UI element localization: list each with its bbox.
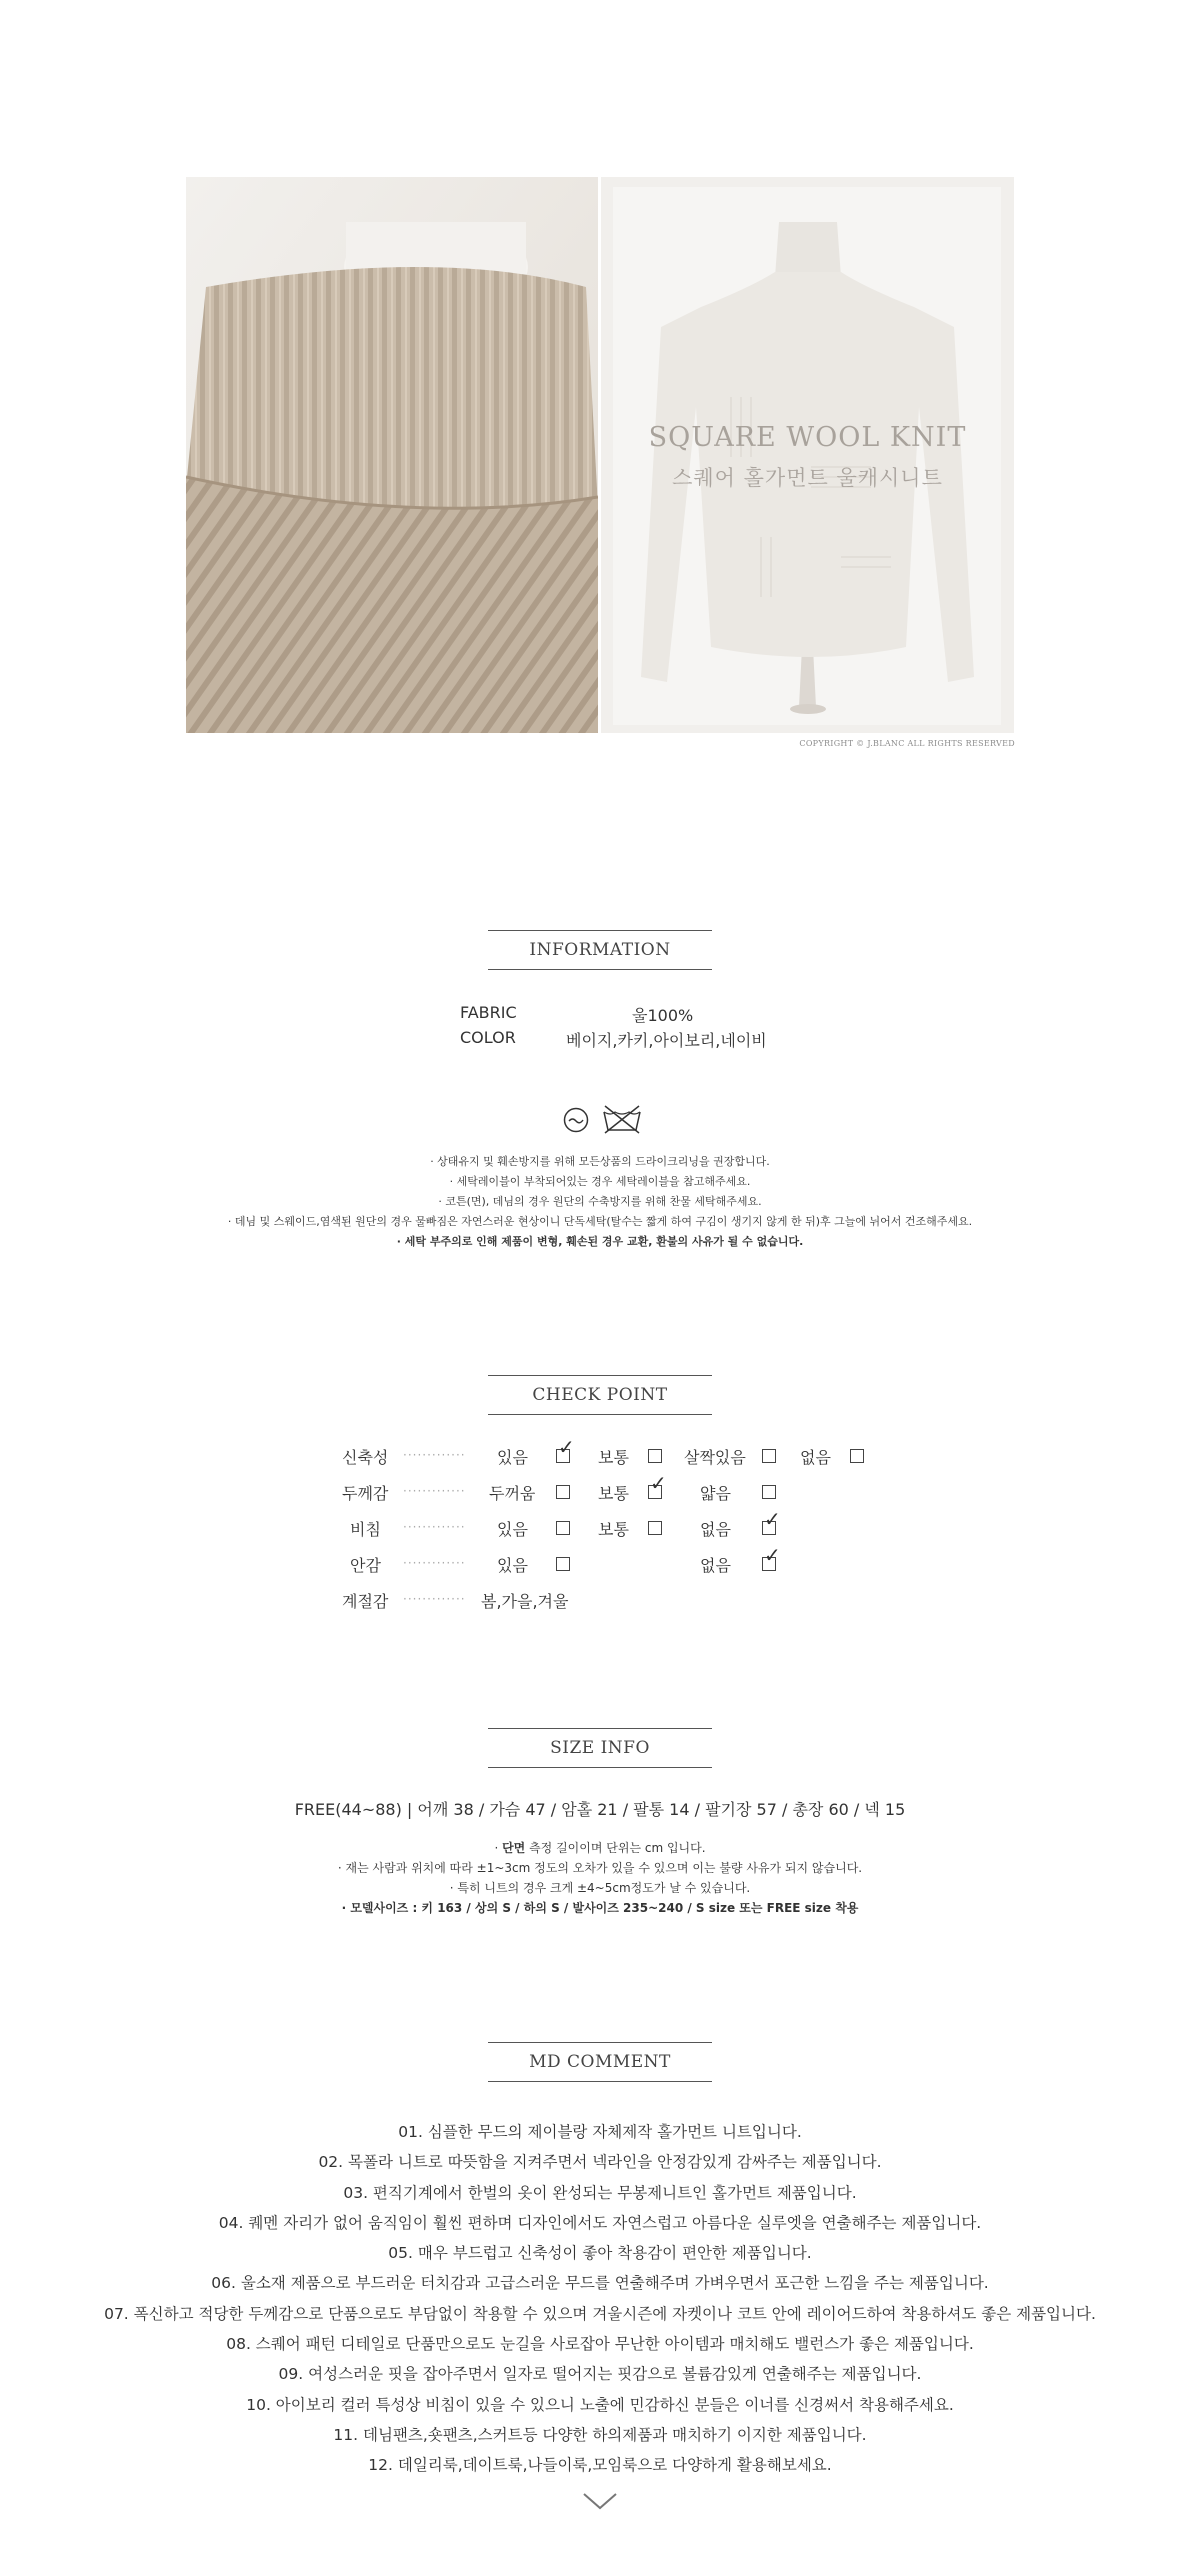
color-value: 베이지,카키,아이보리,네이비 [566,1031,767,1050]
hero-title: SQUARE WOOL KNIT [648,422,967,453]
md-comment-line: 09. 여성스러운 핏을 잡아주면서 일자로 떨어지는 핏감으로 볼륨감있게 연출해주는 제품입니다. [278,2365,922,2384]
care-note: · 코튼(면), 데님의 경우 원단의 수축방지를 위해 찬물 세탁해주세요. [438,1195,762,1208]
option-label: 보통 [598,1520,629,1539]
option-label: 있음 [497,1556,528,1575]
size-info-heading: SIZE INFO [488,1728,712,1768]
option-label: 얇음 [700,1484,731,1503]
fabric-value: 울100% [632,1006,694,1025]
option-label: 있음 [497,1520,528,1539]
checkbox[interactable] [762,1485,776,1499]
care-note: · 세탁레이블이 부착되어있는 경우 세탁레이블을 참고해주세요. [449,1175,751,1188]
option-label: 보통 [598,1484,629,1503]
size-notes [0,1838,1200,1918]
row-label: 비침 [350,1520,381,1539]
md-comment-line: 12. 데일리룩,데이트룩,나들이룩,모임룩으로 다양하게 활용해보세요. [368,2456,832,2475]
hero-detail-photo [186,177,598,733]
no-wash-icon [601,1104,643,1138]
md-comment-line: 11. 데님팬츠,숏팬츠,스커트등 다양한 하의제품과 매치하기 이지한 제품입니다. [333,2425,867,2444]
option-label: 보통 [598,1448,629,1467]
md-comment-line: 05. 매우 부드럽고 신축성이 좋아 착용감이 편안한 제품입니다. [388,2244,812,2263]
dot-leader: ············· [403,1592,466,1606]
check-mark-icon: ✓ [650,1471,667,1495]
md-comment-line: 08. 스퀘어 패턴 디테일로 단품만으로도 눈길을 사로잡아 무난한 아이템과 매치해도 밸런스가 좋은 제품입니다. [226,2335,974,2354]
checkbox[interactable] [850,1449,864,1463]
option-label: 두꺼움 [489,1484,536,1503]
md-comment-list [0,2117,1200,2481]
size-note-text: 측정 길이이며 단위는 cm 입니다. [525,1841,706,1855]
row-label: 안감 [350,1556,381,1575]
hero-subtitle: 스퀘어 홀가먼트 울캐시니트 [672,466,943,490]
care-note: · 상태유지 및 훼손방지를 위해 모든상품의 드라이크리닝을 권장합니다. [430,1155,770,1168]
hero-product-photo [601,177,1014,733]
row-label: 계절감 [342,1592,389,1611]
md-comment-line: 10. 아이보리 컬러 특성상 비침이 있을 수 있으니 노출에 민감하신 분들은 이너를 신경써서 착용해주세요. [246,2395,954,2414]
dot-leader: ············· [403,1556,466,1570]
option-label: 없음 [700,1556,731,1575]
size-note-bold: 단면 [502,1841,526,1855]
checkbox[interactable] [762,1449,776,1463]
option-label: 살짝있음 [684,1448,746,1467]
checkbox[interactable] [648,1521,662,1535]
care-notes [0,1152,1200,1252]
season-value: 봄,가을,겨울 [481,1592,569,1611]
md-comment-line: 06. 울소재 제품으로 부드러운 터치감과 고급스러운 무드를 연출해주며 가벼우면서 포근한 느낌을 주는 제품입니다. [211,2274,989,2293]
check-mark-icon: ✓ [764,1507,781,1531]
check-mark-icon: ✓ [764,1543,781,1567]
md-comment-heading: MD COMMENT [488,2042,712,2082]
size-note: · 재는 사람과 위치에 따라 ±1~3cm 정도의 오차가 있을 수 있으며 이는 불량 사유가 되지 않습니다. [337,1861,863,1875]
row-label: 신축성 [342,1448,389,1467]
checkbox[interactable] [556,1521,570,1535]
option-label: 없음 [700,1520,731,1539]
md-comment-line: 01. 심플한 무드의 제이블랑 자체제작 홀가먼트 니트입니다. [398,2123,802,2141]
size-note: · 특히 니트의 경우 크게 ±4~5cm정도가 날 수 있습니다. [449,1881,751,1895]
color-label: COLOR [460,1028,516,1047]
check-mark-icon: ✓ [558,1435,575,1459]
copyright-text: COPYRIGHT © J.BLANC ALL RIGHTS RESERVED [799,739,1015,748]
dot-leader: ············· [403,1484,466,1498]
information-heading: INFORMATION [488,930,712,970]
checkbox[interactable] [556,1557,570,1571]
md-comment-line: 03. 편직기계에서 한벌의 옷이 완성되는 무봉제니트인 홀가먼트 제품입니다. [343,2183,857,2202]
dot-leader: ············· [403,1448,466,1462]
care-warning: · 세탁 부주의로 인해 제품이 변형, 훼손된 경우 교환, 환불의 사유가 될 수 없습니다. [396,1235,804,1248]
md-comment-line: 02. 목폴라 니트로 따뜻함을 지켜주면서 넥라인을 안정감있게 감싸주는 제품입니다. [318,2153,882,2172]
checkbox[interactable] [648,1449,662,1463]
model-size: · 모델사이즈 : 키 163 / 상의 S / 하의 S / 발사이즈 235~240 / S size 또는 FREE size 착용 [341,1901,859,1915]
chevron-down-icon[interactable] [582,2491,618,2511]
md-comment-line: 04. 퀘멘 자리가 없어 움직임이 훨씬 편하며 디자인에서도 자연스럽고 아름다운 실루엣을 연출해주는 제품입니다. [218,2213,982,2232]
row-label: 두께감 [342,1484,389,1503]
dot-leader: ············· [403,1520,466,1534]
fabric-label: FABRIC [460,1003,517,1022]
size-measurements [0,1797,1200,1820]
dry-clean-icon [563,1107,589,1137]
check-point-heading: CHECK POINT [488,1375,712,1415]
option-label: 없음 [800,1448,831,1467]
checkbox[interactable] [556,1485,570,1499]
size-name: FREE(44~88) [294,1800,402,1819]
md-comment-line: 07. 폭신하고 적당한 두께감으로 단품으로도 부담없이 착용할 수 있으며 겨울시즌에 자켓이나 코트 안에 레이어드하여 착용하셔도 좋은 제품입니다. [104,2304,1096,2323]
measurements: | 어깨 38 / 가슴 47 / 암홀 21 / 팔통 14 / 팔기장 57 / 총장 60 / 넥 15 [401,1800,906,1819]
care-note: · 데님 및 스웨이드,염색된 원단의 경우 물빠짐은 자연스러운 현상이니 단독세탁(탈수는 짧게 하여 구김이 생기지 않게 한 뒤)후 그늘에 뉘어서 건조해주세요. [227,1215,973,1228]
size-note: · 단면 측정 길이이며 단위는 cm 입니다. [494,1841,706,1855]
option-label: 있음 [497,1448,528,1467]
